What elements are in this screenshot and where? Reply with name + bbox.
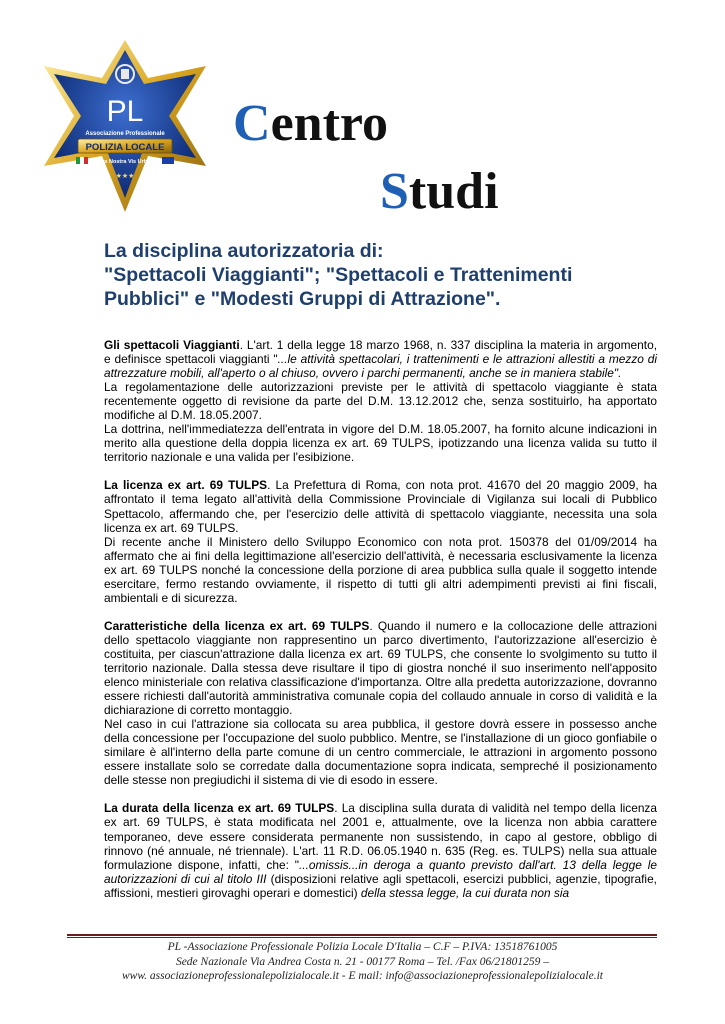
section-2-heading: La licenza ex art. 69 TULPS <box>104 478 268 493</box>
section-4-heading: La durata della licenza ex art. 69 TULPS <box>104 801 335 816</box>
section-4-paragraph-1: La durata della licenza ex art. 69 TULPS. La disciplina sulla durata di validità nel tempo della licenza ex art. 69 TULPS, è stata modificata nel 2001 e, attualmente, ove la licenza non abbia carattere temporaneo, deve essere considerata permanente non sussistendo, in capo al gestore, obbligo di rinnovo (né annuale, né triennale). L'art. 11 R.D. 06.05.1940 n. 635 (Reg. es. TULPS) nella sua attuale formulazione dispone, infatti, che: "...omissis...in deroga a quanto previsto dall'art. 13 della legge le autorizzazioni di cui al titolo III (disposizioni relative agli spettacoli, esercizi pubblici, agenzie, tipografie, affissioni, mestieri girovaghi operari e domestici) della stessa legge, la cui durata non sia <box>104 801 657 900</box>
section-4-quote-1: ...omissis...in deroga a quanto previsto dall'art. 13 della legge le autorizzazioni di cui al titolo III <box>104 857 657 886</box>
section-3-paragraph-1: Caratteristiche della licenza ex art. 69 TULPS. Quando il numero e la collocazione delle attrazioni dello spettacolo viaggiante non rappresentino un parco divertimento, l'autorizzazione all'esercizio è costituita, per ciascun'attrazione dalla licenza ex art. 69 TULPS, che consente lo svolgimento su tutto il territorio nazionale. Dalla stessa deve risultare il tipo di giostra nonché il suo inserimento nell'apposito elenco ministeriale con relativa classificazione d'importanza. Oltre alla predetta autorizzazione, dovranno essere richiesti dall'autorità amministrativa comunale copia del collaudo annuale in corso di validità e la dichiarazione di corretto montaggio. <box>104 618 658 718</box>
footer-divider-thin <box>67 937 657 938</box>
footer-line-2: Sede Nazionale Via Andrea Costa n. 21 - 00177 Roma – Tel. /Fax 06/21801259 – <box>175 955 550 968</box>
document-title <box>104 239 664 311</box>
section-1-quote: ...le attività spettacolari, i trattenimenti e le attrazioni allestiti a mezzo di attrezzature mobili, all'aperto o al chiuso, ovvero i parchi permanenti, anche se in maniera stabile". <box>104 352 657 381</box>
section-1-paragraph-3: La dottrina, nell'immediatezza dell'entrata in vigore del D.M. 18.05.2007, ha fornito alcune indicazioni in merito alla questione della doppia licenza ex art. 69 TULPS, ipotizzando una licenza valida su tutto il territorio nazionale e una valida per l'esibizione. <box>104 422 657 465</box>
section-2-paragraph-1: La licenza ex art. 69 TULPS. La Prefettura di Roma, con nota prot. 41670 del 20 maggio 2009, ha affrontato il tema legato all'attività della Commissione Provinciale di Vigilanza sui locali di Pubblico Spettacolo, affermando che, per l'esercizio delle attività di spettacolo viaggiante, necessita una sola licenza ex art. 69 TULPS. <box>104 478 657 535</box>
logo-stars: ★★★ <box>115 172 135 180</box>
section-1-paragraph-1: Gli spettacoli Viaggianti. L'art. 1 della legge 18 marzo 1968, n. 337 disciplina la materia in argomento, e definisce spettacoli viaggianti "...le attività spettacolari, i trattenimenti e le attrazioni allestiti a mezzo di attrezzature mobili, all'aperto o al chiuso, ovvero i parchi permanenti, anche se in maniera stabile". <box>104 338 658 381</box>
brand-centro: Centro <box>233 95 389 152</box>
document-body <box>104 338 657 900</box>
title-line-3: Pubblici" e "Modesti Gruppi di Attrazione". <box>104 288 501 310</box>
page-footer <box>60 940 665 984</box>
logo-motto: Ars Nostra Vis Urbis <box>98 159 152 165</box>
footer-line-3: www. associazioneprofessionalepolizialocale.it - E mail: info@associazioneprofessionalepolizialocale.it <box>122 970 603 982</box>
title-line-1: La disciplina autorizzatoria di: <box>104 240 384 262</box>
section-1-paragraph-2: La regolamentazione delle autorizzazioni previste per le attività di spettacolo viaggiante è stata recentemente oggetto di revisione da parte del D.M. 13.12.2012 che, senza sostituirlo, ha apportato modifiche al D.M. 18.05.2007. <box>104 380 657 423</box>
eu-flag-icon <box>162 157 174 164</box>
footer-line-1: PL -Associazione Professionale Polizia Locale D'Italia – C.F – P.IVA: 13518761005 <box>167 941 558 953</box>
section-1-heading: Gli spettacoli Viaggianti <box>104 338 240 352</box>
logo-assoc-line: Associazione Professionale <box>85 131 165 137</box>
section-3-paragraph-2: Nel caso in cui l'attrazione sia collocata su area pubblica, il gestore dovrà essere in possesso anche della concessione per l'occupazione del suolo pubblico. Mentre, se l'installazione di un gioco gonfiabile o similare è all'interno della parte comune di un centro commerciale, le attrazioni in argomento possono essere installate solo se corredate dalla documentazione sopra indicata, sempreché il posizionamento delle stesse non pregiudichi il sistema di vie di esodo in essere. <box>104 717 657 788</box>
logo-initials: PL <box>106 95 144 128</box>
title-line-2: "Spettacoli Viaggianti"; "Spettacoli e Trattenimenti <box>104 264 573 286</box>
brand-studi: Studi <box>380 163 499 220</box>
section-3-heading: Caratteristiche della licenza ex art. 69 TULPS <box>104 618 370 633</box>
association-logo <box>36 38 214 214</box>
footer-divider <box>67 934 657 936</box>
section-2-paragraph-2: Di recente anche il Ministero dello Sviluppo Economico con nota prot. 150378 del 01/09/2014 ha affermato che ai fini della legittimazione all'esercizio dell'attività, è necessaria esclusivamente la licenza ex art. 69 TULPS nonché la concessione della porzione di area pubblica sulla quale il soggetto intende esercitare, fermo restando ovviamente, il rispetto di tutti gli altri adempimenti previsti ai fini fiscali, ambientali e di sicurezza. <box>104 534 657 605</box>
italy-flag-icon <box>76 157 88 164</box>
section-4-quote-2: della stessa legge, la cui durata non sia <box>360 885 570 900</box>
logo-banner: POLIZIA LOCALE <box>85 142 165 153</box>
